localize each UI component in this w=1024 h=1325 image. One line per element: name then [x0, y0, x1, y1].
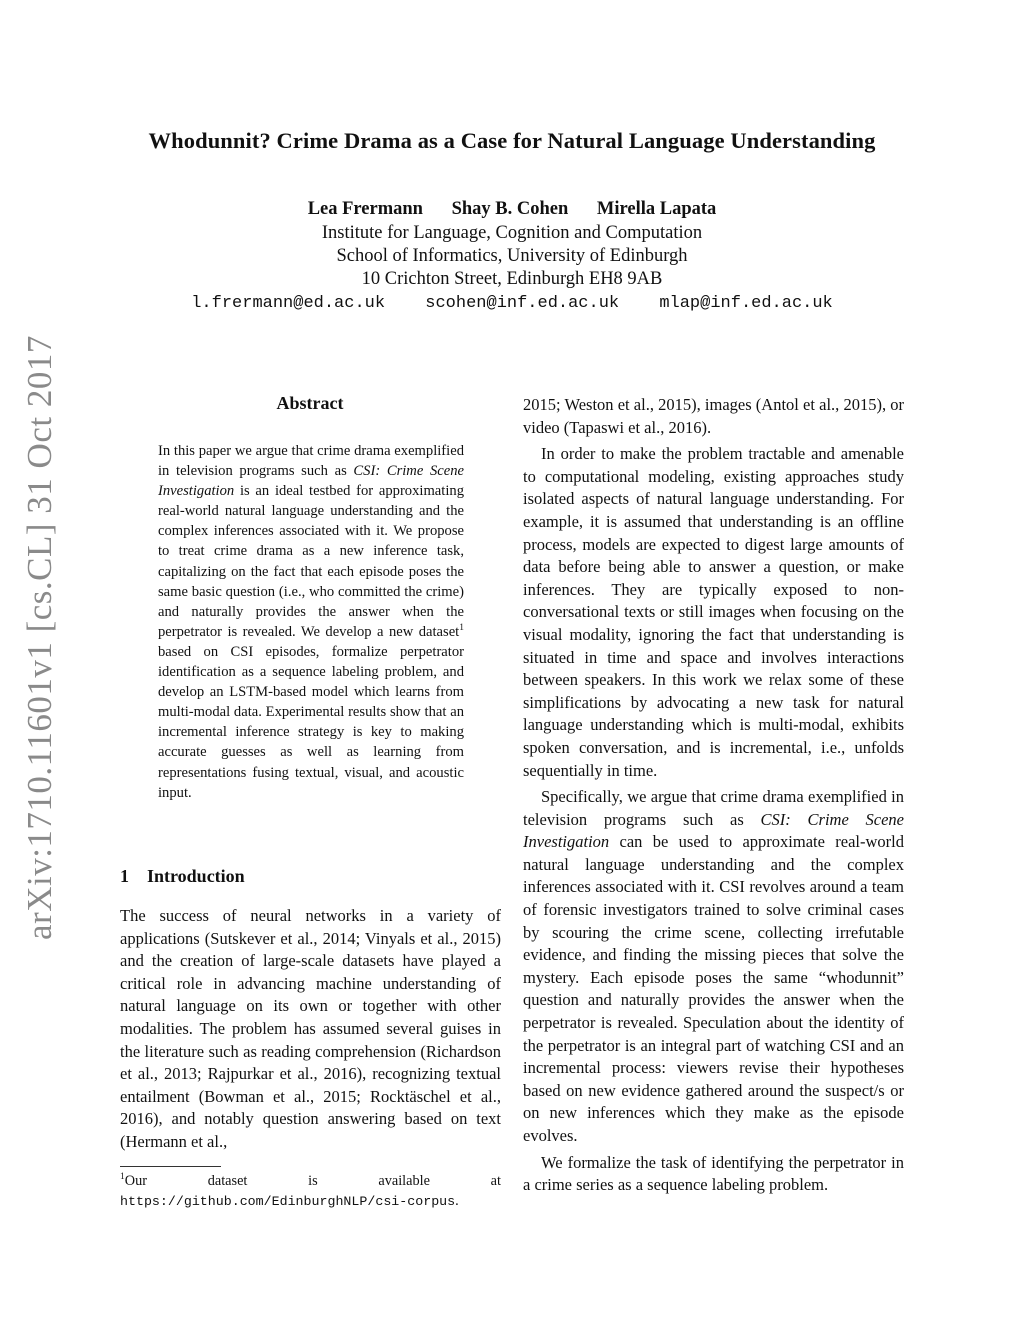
intro-paragraph — [120, 905, 501, 1154]
email-address: scohen@inf.ed.ac.uk — [425, 294, 620, 313]
body-paragraph: 2015; Weston et al., 2015), images (Antol et al., 2015), or video (Tapaswi et al., 2016). — [523, 395, 904, 437]
abstract-text: In this paper we argue that crime drama exemplified in television programs such as — [158, 443, 464, 480]
abstract-body — [158, 441, 464, 803]
paper-title: Whodunnit? Crime Drama as a Case for Natural Language Understanding — [148, 128, 876, 153]
body-text: can be used to approximate real-world natural language understanding and the complex inferences associated with it. CSI revolves around a team of forensic investigators trained to solve criminal cases by scouring the crime scene, collecting irrefutable evidence, and finding the missing pieces that solve the mystery. Each episode poses the same “whodunnit” question and naturally provides the answer when the perpetrator is revealed. Speculation about the identity of the perpetrator is an integral part of watching CSI and an incremental process: viewers revise their hypotheses based on new evidence gathered around the suspect/s or on new inferences which they make as the episode evolves. — [523, 832, 904, 1145]
footnote-text: . — [455, 1192, 459, 1209]
body-italic: CSI: Crime Scene Investigation — [523, 809, 905, 852]
body-text: Specifically, we argue that crime drama exemplified in television programs such as — [523, 787, 904, 829]
footnote-text: Our dataset is available at — [124, 1173, 501, 1189]
author-name: Shay B. Cohen — [451, 199, 569, 219]
right-column — [523, 394, 904, 1201]
affiliation-line: Institute for Language, Cognition and Computation — [321, 223, 703, 243]
footnote — [120, 1172, 501, 1211]
body-paragraph: The success of neural networks in a variety of applications (Sutskever et al., 2014; Vinyals et al., 2015) and the creation of large-scale datasets have played a critical role in advancing machine understanding of natural language on its own or together with other modalities. The problem has assumed several guises in the literature such as reading comprehension (Richardson et al., 2013; Rajpurkar et al., 2016), recognizing textual entailment (Bowman et al., 2015; Rocktäschel et al., 2016), and notably question answering based on text (Hermann et al., — [120, 906, 501, 1151]
email-address: l.frermann@ed.ac.uk — [191, 294, 386, 313]
author-name: Mirella Lapata — [596, 199, 717, 219]
abstract-text: based on CSI episodes, formalize perpetrator identification as a sequence labeling problem, and develop an LSTM-based model which learns from multi-modal data. Experimental results show that an incremental inference strategy is key to making accurate guesses as well as learning from representations fusing textual, visual, and acoustic input. — [158, 643, 464, 801]
footnote-link[interactable]: https://github.com/EdinburghNLP/csi-corpus — [120, 1193, 456, 1209]
section-heading — [120, 866, 245, 887]
body-paragraph — [523, 786, 904, 1148]
footnote-marker: 1 — [459, 622, 464, 633]
author-name: Lea Frermann — [307, 199, 423, 219]
body-paragraph: In order to make the problem tractable and amenable to computational modeling, existing approaches study isolated aspects of natural language understanding. For example, it is assumed that understanding is an offline process, models are expected to digest large amounts of data before being able to answer a question, or make inferences. They are typically exposed to non-conversational texts or still images when focusing on the visual modality, ignoring the fact that understanding is situated in time and space and involves interactions between speakers. In this work we relax some of these simplifications by advocating a new task for natural language understanding which is multi-modal, exhibits spoken conversation, and is incremental, i.e., unfolds sequentially in time. — [523, 444, 904, 780]
abstract-text: is an ideal testbed for approximating real-world natural language understanding and the complex inferences associated with it. We propose to treat crime drama as a new inference task, capitalizing on the fact that each episode poses the same basic question (i.e., who committed the crime) and naturally provides the answer when the perpetrator is revealed. We develop a new dataset — [158, 483, 464, 640]
footnote-number: 1 — [120, 1172, 125, 1183]
author-list — [0, 199, 1024, 220]
affiliation-line: School of Informatics, University of Edinburgh — [336, 246, 688, 266]
abstract-heading: Abstract — [276, 393, 344, 413]
abstract-italic: CSI: Crime Scene Investigation — [158, 463, 464, 500]
body-paragraph: We formalize the task of identifying the perpetrator in a crime series as a sequence labeling problem. — [523, 1152, 904, 1195]
email-list — [0, 294, 1024, 313]
section-title: Introduction — [147, 866, 245, 886]
section-number: 1 — [120, 866, 129, 886]
email-address: mlap@inf.ed.ac.uk — [659, 294, 833, 313]
footnote-divider — [120, 1166, 221, 1167]
arxiv-identifier: arXiv:1710.11601v1 [cs.CL] 31 Oct 2017 — [20, 335, 59, 940]
affiliation-line: 10 Crichton Street, Edinburgh EH8 9AB — [361, 269, 663, 289]
